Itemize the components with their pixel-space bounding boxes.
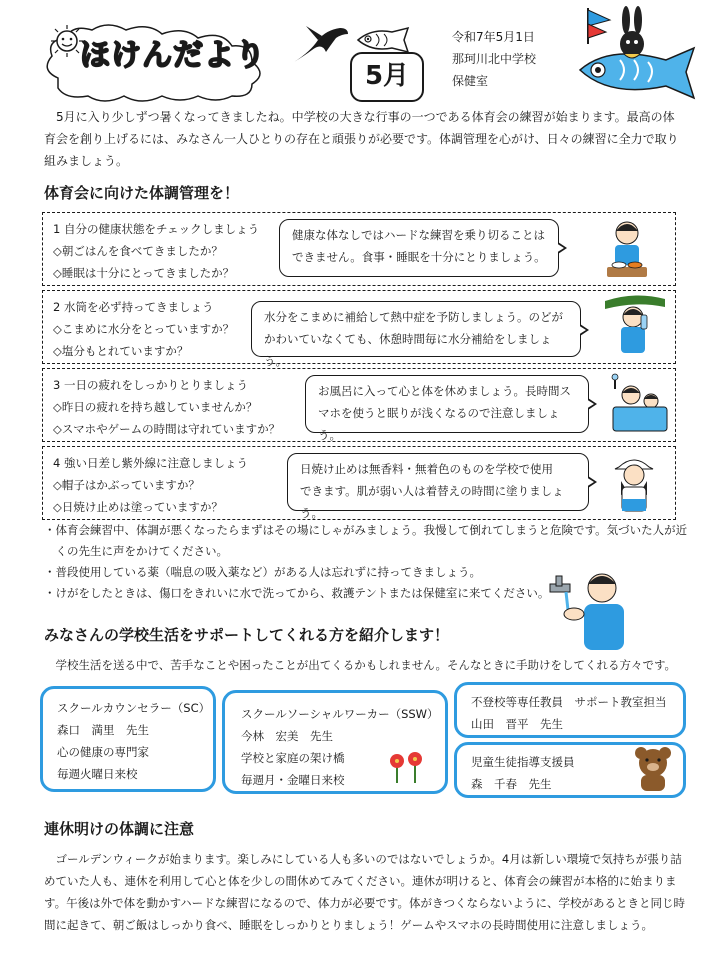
bear-icon: [633, 745, 673, 793]
advice-bubble: [287, 453, 589, 520]
advice-line: お風呂に入って心と体を休めましょう。長時間ス: [318, 384, 571, 398]
checklist-box-1: [42, 212, 676, 286]
checklist-box-3: [42, 368, 676, 442]
staff-schedule: 毎週火曜日来校: [57, 767, 138, 781]
staff-role: スクールカウンセラー（SC）: [57, 701, 211, 715]
checklist-question: ◇朝ごはんを食べてきましたか？: [53, 244, 223, 258]
checklist-box-4: [42, 446, 676, 520]
washing-wound-illustration: [548, 566, 634, 654]
staff-role: 不登校等専任教員 サポート教室担当: [471, 695, 667, 709]
office-name: 保健室: [452, 74, 489, 88]
advice-line: できません。食事・睡眠を十分にとりましょう。: [292, 250, 546, 264]
swallow-icon: [292, 22, 350, 66]
card-guidance-assistant: [454, 742, 686, 798]
school-name: 那珂川北中学校: [452, 52, 537, 66]
after-holiday-paragraph: [44, 848, 694, 936]
intro-paragraph: 5月に入り少しずつ暑くなってきましたね。中学校の大きな行事の一つである体育会の練習が始まります。最高の体育会を創り上げるには、みなさん一人ひとりの存在と頑張りが必要です。体調管理を心がけ、日々の練習に全力で取り組みましょう。: [44, 110, 679, 168]
section-heading-support-staff: みなさんの学校生活をサポートしてくれる方を紹介します！: [44, 626, 450, 644]
checklist-title: 3 一日の疲れをしっかりとりましょう: [53, 378, 248, 392]
advice-line: マホを使うと眠りが浅くなるので注意しましょう。: [318, 406, 560, 442]
staff-role: 児童生徒指導支援員: [471, 755, 575, 769]
newsletter-title: ほけんだより: [80, 38, 266, 73]
checklist-question: ◇日焼け止めは塗っていますか？: [53, 500, 223, 514]
paragraph-line: 間に起きて、朝ご飯はしっかり食べ、睡眠をしっかりとりましょう！ゲームやスマホの長時間使用に注意しましょう。: [44, 918, 654, 932]
checklist-question: ◇帽子はかぶっていますか？: [53, 478, 200, 492]
staff-description: 心の健康の専門家: [57, 745, 149, 759]
issue-info: [452, 26, 536, 92]
checklist-question: ◇スマホやゲームの時間は守れていますか？: [53, 422, 281, 436]
advice-line: かわいていなくても、休憩時間毎に水分補給をしましょう。: [264, 332, 552, 368]
staff-description: 学校と家庭の架け橋: [241, 751, 345, 765]
checklist-question: ◇睡眠は十分にとってきましたか？: [53, 266, 235, 280]
section-heading-after-holiday: 連休明けの体調に注意: [44, 820, 195, 838]
advice-bubble: [279, 219, 559, 277]
advice-line: 水分をこまめに補給して熱中症を予防しましょう。のどが: [264, 310, 563, 324]
paragraph-line: めていた人も、連休を利用して心と体を少しの間休めてみてください。連休が明けると、体育会の練習が本格的に始まりま: [44, 874, 677, 888]
section-heading-health-management: 体育会に向けた体調管理を！: [44, 184, 240, 202]
issue-date: 令和7年5月1日: [452, 30, 535, 44]
card-truancy-teacher: [454, 682, 686, 738]
note-line: ・けがをしたときは、傷口をきれいに水で洗ってから、救護テントまたは保健室に来てください。: [44, 586, 550, 600]
student-drinking-illustration: [605, 293, 665, 359]
checklist-question: ◇こまめに水分をとっていますか？: [53, 322, 235, 336]
checklist-box-2: [42, 290, 676, 368]
month-badge: 5月: [350, 52, 424, 102]
staff-name: 森口 満里 先生: [57, 723, 149, 737]
advice-line: 健康な体なしではハードな練習を乗り切ることは: [292, 228, 545, 242]
staff-name: 森 千春 先生: [471, 777, 552, 791]
advice-line: できます。肌が弱い人は着替えの時間に塗りましょう。: [300, 484, 564, 520]
checklist-title: 2 水筒を必ず持ってきましょう: [53, 300, 214, 314]
paragraph-line: す。午後は外で体を動かすハードな練習になるので、体力が必要です。体がきつくならないように、学校があるときと同じ時: [44, 896, 686, 910]
note-line: ・体育会練習中、体調が悪くなったらまずはその場にしゃがみましょう。我慢して倒れてしまうと危険です。気づいた人が近: [44, 523, 688, 537]
support-lead: 学校生活を送る中で、苦手なことや困ったことが出てくるかもしれません。そんなときに手助けをしてくれる方々です。: [55, 658, 677, 672]
staff-role: スクールソーシャルワーカー（SSW）: [241, 707, 439, 721]
advice-line: 日焼け止めは無香料・無着色のものを学校で使用: [300, 462, 553, 476]
checklist-title: 1 自分の健康状態をチェックしましょう: [53, 222, 260, 236]
advice-bubble: [305, 375, 589, 442]
paragraph-line: ゴールデンウィークが始まります。楽しみにしている人も多いのではないでしょうか。4月は新しい環境で気持ちが張り詰: [55, 852, 682, 866]
card-school-counselor: [40, 686, 216, 792]
staff-schedule: 毎週月・金曜日来校: [241, 773, 345, 787]
sun-icon: [50, 24, 84, 58]
student-eating-illustration: [603, 217, 651, 281]
card-social-worker: [222, 690, 448, 794]
staff-name: 山田 晋平 先生: [471, 717, 563, 731]
staff-name: 今林 宏美 先生: [241, 729, 333, 743]
rabbit-koinobori-illustration: [570, 4, 700, 108]
student-with-hat-illustration: [609, 451, 659, 515]
advice-bubble: [251, 301, 581, 368]
checklist-question: ◇塩分もとれていますか？: [53, 344, 189, 358]
note-line: ・普段使用している薬（喘息の吸入薬など）がある人は忘れずに持ってきましょう。: [44, 565, 481, 579]
flowers-icon: [385, 749, 429, 785]
checklist-title: 4 強い日差し紫外線に注意しましょう: [53, 456, 248, 470]
family-bath-illustration: [607, 373, 671, 437]
koinobori-fish-icon: [352, 26, 412, 54]
checklist-question: ◇昨日の疲れを持ち越していませんか？: [53, 400, 258, 414]
note-line: くの先生に声をかけてください。: [44, 544, 228, 558]
